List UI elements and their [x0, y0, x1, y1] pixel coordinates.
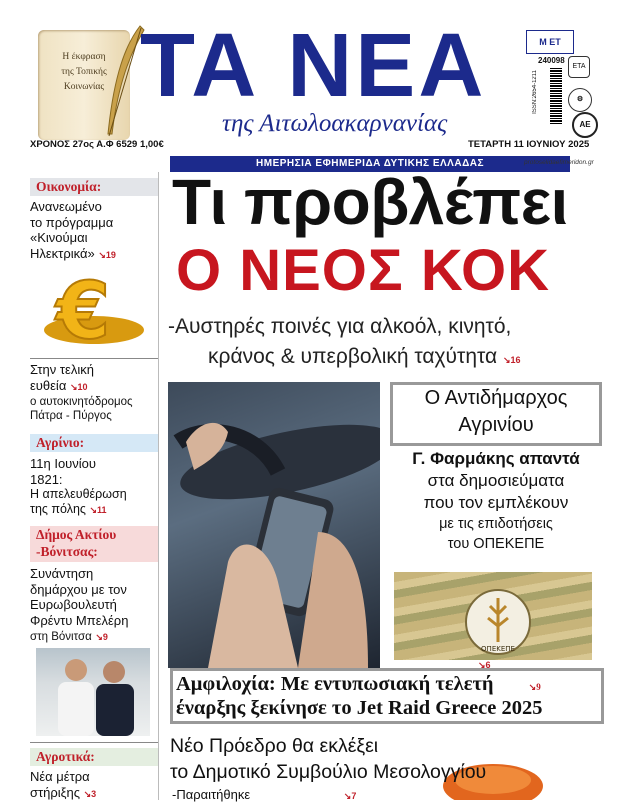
mesolongi-headline[interactable]: Νέο Πρόεδρο θα εκλέξει — [170, 735, 379, 757]
main-subheadline: κράνος & υπερβολική ταχύτητα ↘16 — [208, 345, 521, 368]
deputy-bold-line: Γ. Φαρμάκης απαντά — [412, 449, 580, 468]
economy-line: Ανανεωμένο — [30, 199, 102, 214]
deputy-title: Ο Αντιδήμαρχος — [424, 387, 568, 409]
main-headline[interactable]: Τι προβλέπει — [172, 166, 568, 238]
scroll-line: Η έκφραση — [62, 52, 106, 62]
aktio-story[interactable] — [30, 566, 158, 646]
opekepe-logo-text: ΟΠΕΚΕΠΕ — [481, 645, 515, 653]
amfilochia-headline: Αμφιλοχία: Με εντυπωσιακή τελετή ↘9 — [176, 673, 541, 695]
highway-story[interactable] — [30, 362, 158, 423]
sidebar-rule — [30, 742, 158, 743]
aktio-line: Συνάντηση — [30, 566, 94, 581]
mesolongi-subline: -Παραιτήθηκε ↘7 — [172, 787, 357, 802]
aktio-line: δημάρχου με τον — [30, 581, 127, 597]
deputy-line: στα δημοσιεύματα — [427, 471, 565, 490]
arrow-icon: ↘ — [89, 505, 97, 515]
amfilochia-headline: έναρξης ξεκίνησε το Jet Raid Greece 2025 — [176, 697, 543, 719]
economy-line: Ηλεκτρικά» — [30, 245, 95, 261]
highway-small: ο αυτοκινητόδρομος — [30, 396, 133, 408]
highway-small: Πάτρα - Πύργος — [30, 410, 112, 422]
section-header-agrinio: Αγρίνιο: — [30, 434, 158, 452]
masthead-subtitle: της Αιτωλοακαρνανίας — [222, 110, 448, 137]
arrow-icon: ↘ — [69, 381, 78, 392]
page-ref: ↘9 — [528, 682, 541, 692]
arrow-icon: ↘ — [478, 660, 486, 670]
sidebar-divider — [158, 172, 159, 800]
issue-date: ΤΕΤΑΡΤΗ 11 ΙΟΥΝΙΟΥ 2025 — [468, 139, 590, 150]
agrinio-story[interactable] — [30, 456, 158, 518]
meeting-photo — [36, 648, 150, 736]
highway-line: ευθεία — [30, 377, 67, 393]
agrinio-small: Η απελευθέρωση — [30, 487, 127, 501]
arrow-icon: ↘ — [83, 788, 92, 799]
agro-line: Νέα μέτρα — [30, 769, 90, 784]
section-header-economy: Οικονομία: — [30, 178, 158, 196]
page-ref: ↘16 — [502, 355, 521, 365]
people-silhouette-icon — [36, 648, 150, 736]
tagline-bar: ΗΜΕΡΗΣΙΑ ΕΦΗΜΕΡΙΔΑ ΔΥΤΙΚΗΣ ΕΛΛΑΔΑΣ — [170, 156, 570, 172]
scroll-line: της Τοπικής — [61, 67, 107, 77]
aktio-header-line: -Βόνιτσας: — [36, 544, 98, 559]
main-headline-red[interactable]: Ο ΝΕΟΣ ΚΟΚ — [176, 238, 551, 303]
website-watermark: protoselidaefimeridon.gr — [524, 159, 594, 166]
page-ref: ↘6 — [478, 660, 491, 670]
phone-driving-photo — [168, 382, 380, 668]
deputy-line: που τον εμπλέκουν — [423, 493, 569, 512]
issn-side-text: ISSN:2654-1211 — [532, 70, 538, 114]
deputy-small: με τις επιδοτήσεις — [439, 516, 553, 532]
agrinio-line: 1821: — [30, 471, 63, 487]
aktio-header-line: Δήμος Ακτίου — [36, 527, 117, 542]
mesolongi-headline[interactable]: το Δημοτικό Συμβούλιο Μεσολογγίου — [170, 761, 487, 783]
quill-icon — [96, 24, 146, 144]
page-ref: ↘10 — [69, 381, 88, 392]
seal-badge-icon: ⚙ — [568, 88, 592, 112]
economy-line: «Κινούμαι — [30, 230, 88, 245]
deputy-lines — [390, 470, 602, 514]
section-header-aktio — [30, 526, 158, 562]
aktio-small: στη Βόνιτσα — [30, 631, 92, 643]
deputy-mayor-box[interactable] — [390, 382, 602, 446]
economy-line: το πρόγραμμα — [30, 214, 114, 230]
scroll-line: Κοινωνίας — [63, 82, 105, 92]
barcode-icon — [550, 68, 562, 124]
arrow-icon: ↘ — [343, 791, 352, 801]
met-badge: Μ ΕΤ — [526, 30, 574, 54]
deputy-title: Αγρινίου — [458, 414, 534, 436]
svg-text:€: € — [56, 270, 111, 350]
arrow-icon: ↘ — [528, 682, 537, 692]
issue-info: ΧΡΟΝΟΣ 27ος Α.Φ 6529 1,00€ — [30, 139, 164, 150]
section-header-agro: Αγροτικά: — [30, 748, 158, 766]
arrow-icon: ↘ — [95, 632, 103, 642]
deputy-small: του ΟΠΕΚΕΠΕ — [447, 536, 545, 552]
phone-in-hand-icon — [168, 382, 380, 668]
highway-line: Στην τελική — [30, 362, 94, 377]
agro-story[interactable] — [30, 769, 158, 802]
opekepe-logo — [394, 572, 592, 660]
sidebar-rule — [30, 358, 158, 359]
page-ref: ↘19 — [98, 249, 116, 260]
ae-badge: ΑΕ — [572, 112, 598, 138]
euro-coin-icon — [36, 270, 150, 350]
economy-story[interactable] — [30, 199, 158, 263]
page-ref: ↘7 — [343, 791, 357, 801]
page-ref: ↘11 — [89, 505, 107, 515]
aktio-line: Ευρωβουλευτή — [30, 597, 117, 612]
arrow-icon: ↘ — [98, 249, 106, 260]
page-ref: ↘3 — [83, 788, 97, 799]
agrinio-small: της πόλης — [30, 502, 86, 516]
farm-field-photo — [394, 572, 592, 660]
agro-line: στήριξης — [30, 784, 80, 800]
issn-number: 240098 — [538, 56, 565, 65]
page-ref: ↘9 — [95, 632, 108, 642]
aktio-line: Φρέντυ Μπελέρη — [30, 612, 129, 628]
main-subheadline: -Αυστηρές ποινές για αλκοόλ, κινητό, — [168, 315, 512, 338]
deputy-small-lines — [390, 514, 602, 554]
agrinio-line: 11η Ιουνίου — [30, 456, 97, 471]
eta-badge: ΕΤΑ — [568, 56, 590, 78]
masthead-title: ΤΑ ΝΕΑ — [140, 16, 487, 116]
arrow-icon: ↘ — [502, 355, 511, 365]
